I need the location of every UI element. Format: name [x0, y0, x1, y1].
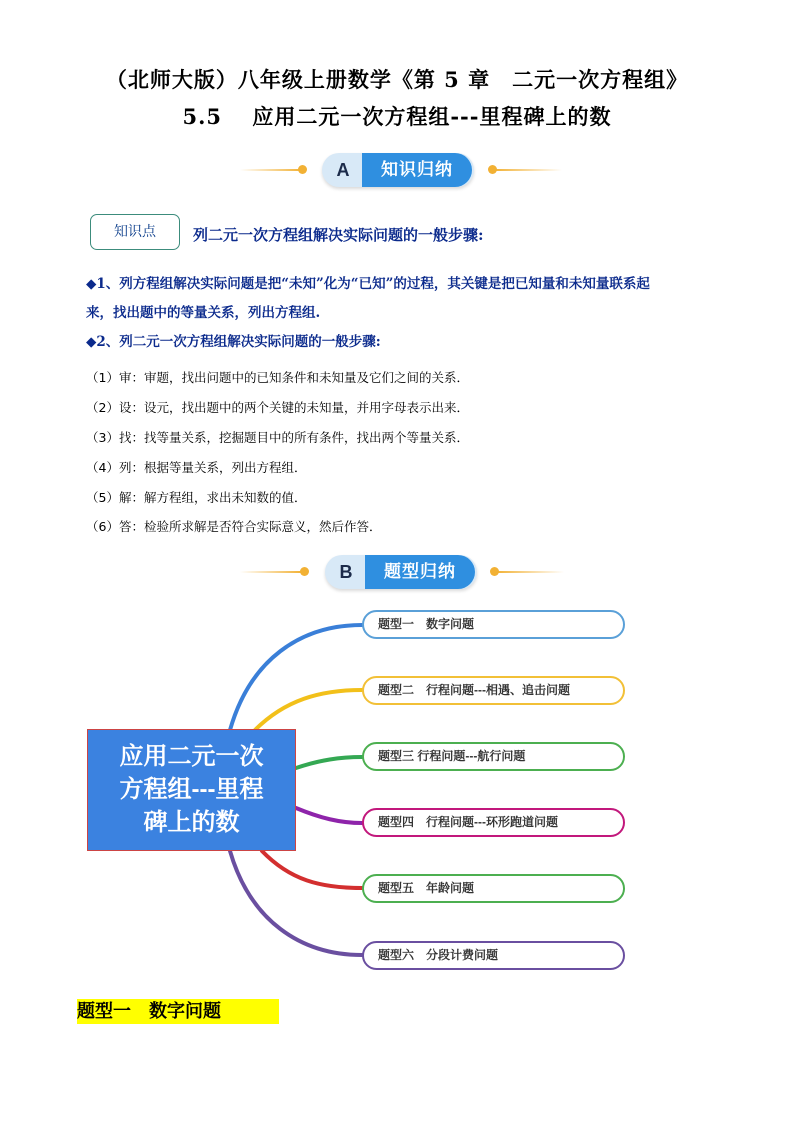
mindmap-center [87, 729, 296, 851]
branch-6 [230, 851, 362, 955]
branch-1 [230, 625, 362, 730]
para2: ◆2、列二元一次方程组解决实际问题的一般步骤: [86, 334, 381, 350]
document-title-line1: （北师大版）八年级上册数学《第 5 章 二元一次方程组》 [105, 67, 689, 92]
branch-2 [255, 690, 362, 730]
para1-line1: ◆1、列方程组解决实际问题是把“未知”化为“已知”的过程，其关键是把已知量和未知量联系起 [86, 276, 650, 292]
banner-letter: B [339, 562, 353, 582]
document-title-line2: 5.5 应用二元一次方程组---里程碑上的数 [182, 104, 612, 129]
knowledge-point-box: 知识点 [90, 214, 180, 250]
step-3: （3）找：找等量关系，挖掘题目中的所有条件，找出两个等量关系． [86, 430, 469, 445]
center-line-1: 应用二元一次 [119, 743, 264, 770]
branch-5 [262, 851, 362, 888]
banner-label: 知识归纳 [362, 153, 472, 187]
step-2: （2）设：设元，找出题中的两个关键的未知量，并用字母表示出来． [86, 400, 469, 415]
para1-line2: 来，找出题中的等量关系，列出方程组. [86, 305, 321, 321]
branch-4 [296, 808, 362, 823]
topic-2: 题型二 行程问题---相遇、追击问题 [362, 676, 625, 705]
step-6: （6）答：检验所求解是否符合实际意义，然后作答． [86, 519, 382, 534]
topic-5: 题型五 年龄问题 [362, 874, 625, 903]
topic-1: 题型一 数字问题 [362, 610, 625, 639]
knowledge-heading: 列二元一次方程组解决实际问题的一般步骤: [193, 226, 484, 244]
topic-6: 题型六 分段计费问题 [362, 941, 625, 970]
step-5: （5）解：解方程组，求出未知数的值． [86, 490, 307, 505]
topic-4: 题型四 行程问题---环形跑道问题 [362, 808, 625, 837]
center-line-2: 方程组---里程 [119, 776, 264, 803]
banner-letter: A [336, 160, 350, 180]
center-line-3: 碑上的数 [143, 809, 240, 836]
step-4: （4）列：根据等量关系，列出方程组． [86, 460, 307, 475]
banner-label: 题型归纳 [365, 555, 475, 589]
step-1: （1）审：审题，找出问题中的已知条件和未知量及它们之间的关系． [86, 370, 469, 385]
topic-3: 题型三 行程问题---航行问题 [362, 742, 625, 771]
branch-3 [296, 757, 362, 768]
section-heading: 题型一 数字问题 [77, 999, 279, 1024]
